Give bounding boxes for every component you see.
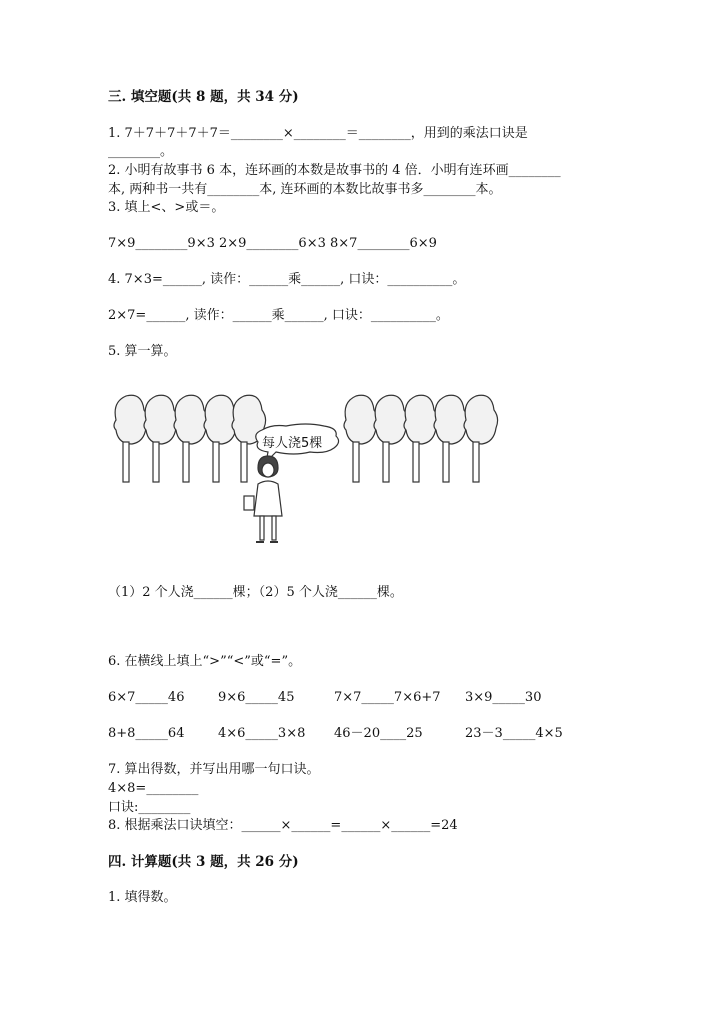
question-6-item: 3×9_____30 <box>465 690 542 705</box>
question-6-item: 9×6_____45 <box>218 690 295 705</box>
question-6-title: 6. 在横线上填上“>”“<”或“=”。 <box>108 654 302 669</box>
teacher-icon <box>244 456 282 542</box>
question-7-title: 7. 算出得数，并写出用哪一句口诀。 <box>108 762 320 777</box>
tree-icon <box>464 395 498 482</box>
question-6-item: 8+8_____64 <box>108 726 185 741</box>
question-6-item: 6×7_____46 <box>108 690 185 705</box>
question-8: 8. 根据乘法口诀填空：______×______=______×______=24 <box>108 818 458 833</box>
section4-heading: 四. 计算题(共 3 题，共 26 分) <box>108 854 299 870</box>
question-5-text: （1）2 个人浇______棵；（2）5 个人浇______棵。 <box>108 585 403 600</box>
tree-icon <box>404 395 438 482</box>
question-7-line-1: 4×8=________ <box>108 781 199 796</box>
question-1-line-1: 1. 7＋7＋7＋7＋7＝________×________＝________，用到的乘法口诀是 <box>108 126 528 141</box>
question-6-item: 7×7_____7×6+7 <box>334 690 441 705</box>
question-6-item: 46－20____25 <box>334 726 423 741</box>
section4-question-1-title: 1. 填得数。 <box>108 890 177 905</box>
question-6-item: 23－3_____4×5 <box>465 726 563 741</box>
question-3-title: 3. 填上<、>或＝。 <box>108 200 225 215</box>
question-2-line-2: 本, 两种书一共有________本, 连环画的本数比故事书多________本。 <box>108 182 502 197</box>
question-4-line-1: 4. 7×3=______, 读作：______乘______, 口诀：__________。 <box>108 272 466 287</box>
question-1-line-2: ________。 <box>108 144 174 159</box>
tree-icon <box>344 395 378 482</box>
question-7-line-2: 口诀:________ <box>108 800 191 815</box>
tree-icon <box>204 395 238 482</box>
speech-bubble-text: 每人浇5棵 <box>262 436 323 451</box>
section3-heading: 三. 填空题(共 8 题，共 34 分) <box>108 89 299 105</box>
tree-icon <box>374 395 408 482</box>
tree-icon <box>434 395 468 482</box>
question-3-items: 7×9________9×3 2×9________6×3 8×7________6×9 <box>108 236 437 251</box>
question-2-line-1: 2. 小明有故事书 6 本，连环画的本数是故事书的 4 倍．小明有连环画________ <box>108 163 561 178</box>
question-5-title: 5. 算一算。 <box>108 344 177 359</box>
tree-icon <box>174 395 208 482</box>
question-6-item: 4×6_____3×8 <box>218 726 306 741</box>
trees-teacher-illustration <box>110 392 500 552</box>
tree-icon <box>144 395 178 482</box>
question-4-line-2: 2×7=______, 读作：______乘______, 口诀：__________。 <box>108 308 449 323</box>
tree-icon <box>114 395 148 482</box>
